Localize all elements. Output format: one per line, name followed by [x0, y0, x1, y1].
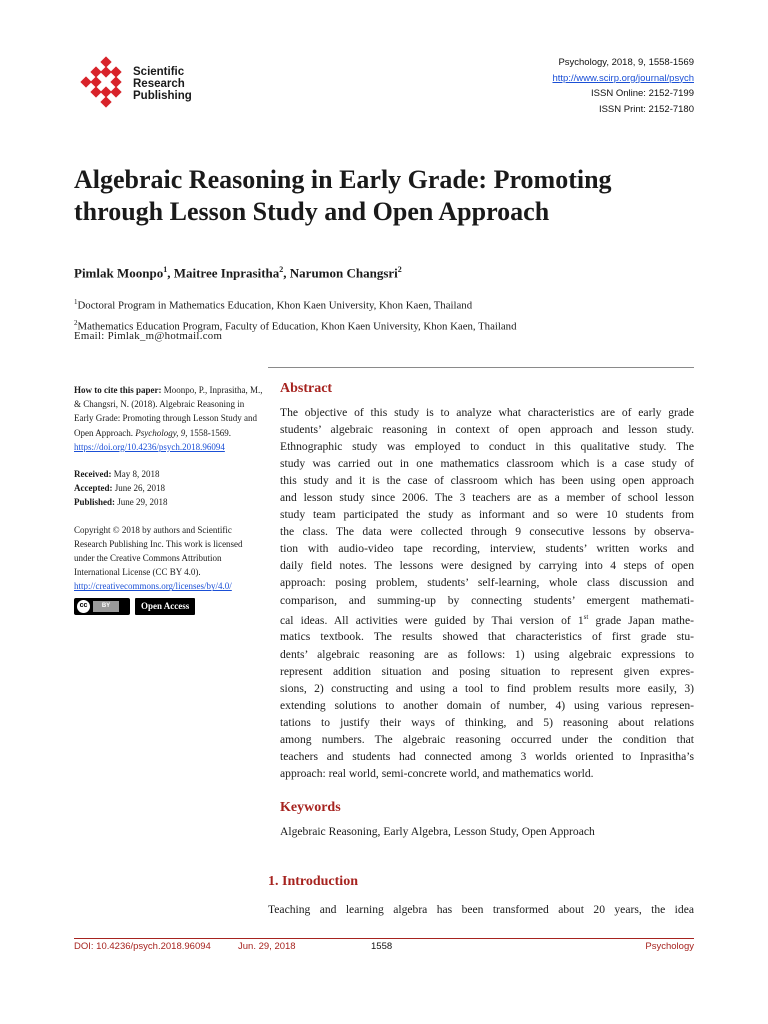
footer-journal: Psychology [645, 941, 694, 952]
cc-by-badge[interactable] [74, 598, 130, 615]
author-affil-marker: 1 [163, 265, 168, 274]
published-label: Published: [74, 497, 116, 508]
abstract-line: approach: real world, semi-concrete world, and mathematics world. [280, 766, 594, 780]
section-divider [268, 367, 694, 368]
abstract-line: sions, 2) constructing and using a tool to find problem results more easily, 3) [280, 681, 694, 695]
cc-icon: cc [77, 600, 90, 613]
abstract-line: study was carried out in one mathematics classroom which is a case study of [280, 457, 694, 471]
license-link[interactable]: http://creativecommons.org/licenses/by/4.0/ [74, 581, 232, 592]
publisher-logo-mark-icon [76, 56, 132, 112]
introduction-heading: 1. Introduction [268, 874, 358, 889]
abstract-line: represent addition situation and posing situation to represent given expres- [280, 664, 694, 678]
abstract-line: the class. The data were collected through 9 consecutive lessons by observa- [280, 525, 694, 539]
cite-journal: Psychology, 9, [135, 427, 188, 438]
abstract-section [280, 380, 694, 840]
publisher-logo [76, 56, 206, 112]
affiliation-item [74, 294, 516, 315]
abstract-line: study team participated the study as informant and so were 10 students from [280, 508, 694, 522]
license-badges [74, 598, 264, 615]
received-label: Received: [74, 469, 112, 480]
cite-text: Moonpo, P., Inprasitha, M., & Changsri, N. (2018). Algebraic Reasoning in Early Grade: Promoting through Lesson Study and Open Approach. [74, 385, 263, 438]
accepted-date [74, 481, 264, 495]
abstract-line: daily field notes. The lessons were designed by carrying into 4 steps of open [280, 559, 694, 573]
article-title [74, 164, 714, 228]
received-date [74, 467, 264, 481]
footer-doi: DOI: 10.4236/psych.2018.96094 [74, 941, 211, 952]
abstract-line: matics textbook. The results showed that characteristics of first grade stu- [280, 630, 694, 644]
author-separator: , [283, 265, 290, 281]
journal-info [552, 55, 694, 117]
issn-print: ISSN Print: 2152-7180 [598, 103, 694, 115]
publisher-name-line: Research [133, 78, 185, 90]
author-email: Email: Pimlak_m@hotmail.com [74, 330, 223, 342]
issn-online: ISSN Online: 2152-7199 [591, 88, 694, 99]
abstract-line: extending solutions to another domain of number, 4) using various represen- [280, 698, 694, 712]
author-affil-marker: 2 [397, 265, 402, 274]
publisher-name-line: Scientific [133, 66, 185, 78]
page-number: 1558 [371, 941, 393, 952]
abstract-line: students’ algebraic reasoning in context of open approach and lesson study. [280, 423, 694, 437]
cite-pages: 1558-1569. [189, 427, 231, 438]
abstract-line: and lesson study since 2006. The 3 teachers are as a member of school lesson [280, 491, 694, 505]
affiliation-text: Doctoral Program in Mathematics Education, Khon Kaen University, Khon Kaen, Thailand [77, 299, 473, 312]
keywords-heading: Keywords [280, 799, 341, 815]
abstract-line: Ethnographic study was employed to conduct in this qualitative study. The [280, 440, 694, 454]
journal-citation: Psychology, 2018, 9, 1558-1569 [558, 57, 694, 68]
abstract-line: among numbers. The algebraic reasoning occurred under the condition that [280, 732, 694, 746]
abstract-line: this study and it is the case of classroom which has been using open approach [280, 474, 694, 488]
publisher-name [133, 66, 192, 102]
published-date [74, 495, 264, 509]
accepted-value: June 26, 2018 [114, 483, 165, 494]
author-name: Narumon Changsri [289, 265, 398, 281]
abstract-line: The objective of this study is to analyze what characteristics are of early grade [280, 406, 694, 419]
page-footer [74, 938, 694, 956]
published-value: June 29, 2018 [117, 497, 168, 508]
introduction-first-line: Teaching and learning algebra has been transformed about 20 years, the idea [268, 903, 694, 916]
author-name: Pimlak Moonpo [74, 265, 164, 281]
by-icon: BY [93, 601, 119, 612]
abstract-line: teachers and students had connected among 3 worlds oriented to Inprasitha’s [280, 749, 694, 763]
affiliation-text: Mathematics Education Program, Faculty of Education, Khon Kaen University, Khon Kaen, Thailand [77, 320, 517, 333]
author-name: Maitree Inprasitha [173, 265, 280, 281]
abstract-line: tations to justify their ways of thinking, and 5) reasoning about relations [280, 715, 694, 729]
article-title-line: through Lesson Study and Open Approach [74, 197, 550, 226]
affiliations [74, 294, 516, 335]
abstract-line: cal ideas. All activities were guided by Thai version of 1st grade Japan mathe- [280, 612, 694, 627]
abstract-line: comparison, and summing-up by connecting students’ emergent mathemati- [280, 593, 694, 607]
author-affil-marker: 2 [279, 265, 284, 274]
open-access-badge: Open Access [135, 598, 195, 615]
footer-date: Jun. 29, 2018 [238, 941, 296, 952]
keywords-text: Algebraic Reasoning, Early Algebra, Lesson Study, Open Approach [280, 824, 595, 838]
affiliation-marker: 1 [74, 298, 78, 306]
citation-block [74, 383, 264, 454]
author-separator: , [167, 265, 174, 281]
abstract-line: approach: posing problem, students’ self-learning, whole class discussion and [280, 576, 694, 590]
abstract-line: dents’ algebraic reasoning are as follows: 1) using algebraic expressions to [280, 647, 694, 661]
cite-doi-link[interactable]: https://doi.org/10.4236/psych.2018.96094 [74, 441, 225, 452]
affiliation-marker: 2 [74, 318, 78, 327]
accepted-label: Accepted: [74, 483, 113, 494]
abstract-body [280, 404, 694, 782]
author-list [74, 265, 402, 281]
publisher-name-line: Publishing [133, 90, 192, 102]
cite-label: How to cite this paper: [74, 385, 162, 395]
copyright-text: Copyright © 2018 by authors and Scientific Research Publishing Inc. This work is licensed under the Creative Commons Attribution International License (CC BY 4.0). [74, 524, 243, 578]
article-sidebar [74, 383, 264, 615]
received-value: May 8, 2018 [113, 469, 160, 480]
abstract-line: tion with audio-video tape recording, interview, students’ written works and [280, 542, 694, 556]
abstract-heading: Abstract [280, 381, 333, 396]
article-title-line: Algebraic Reasoning in Early Grade: Promoting [74, 165, 612, 194]
journal-url-link[interactable]: http://www.scirp.org/journal/psych [552, 72, 694, 84]
